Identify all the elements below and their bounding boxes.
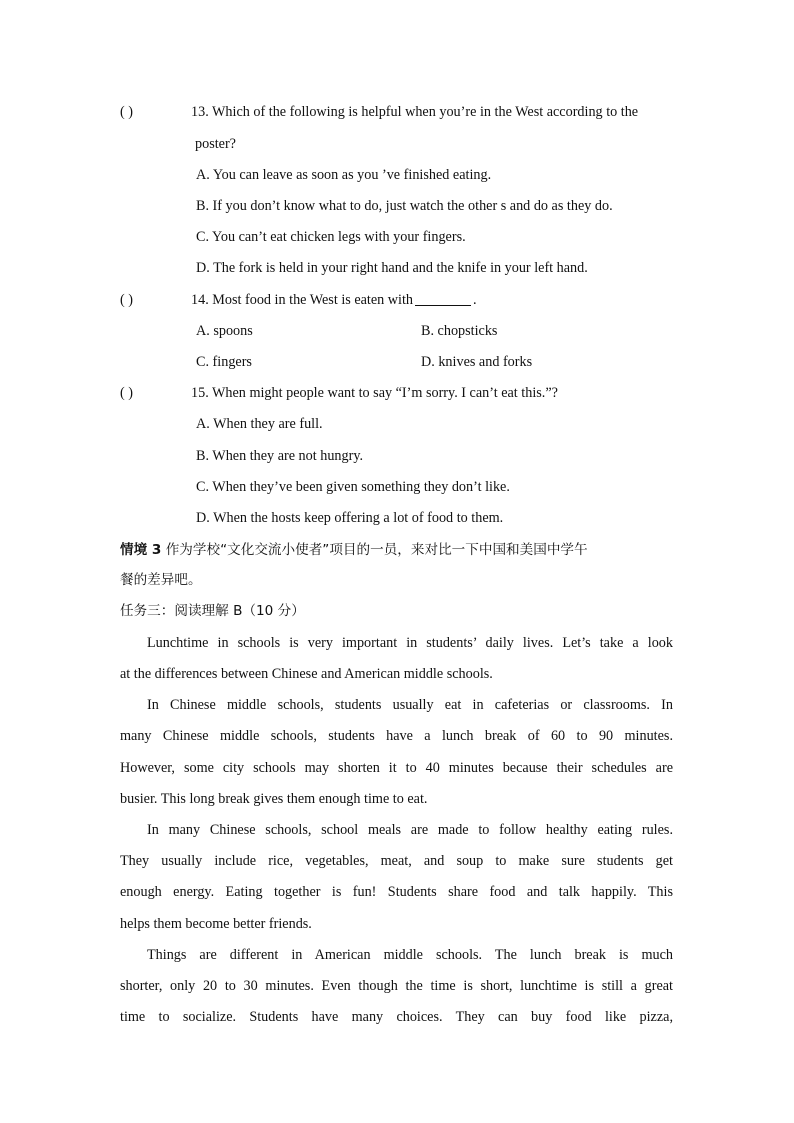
question-14-option-b: B. chopsticks — [421, 323, 498, 339]
passage-line: time to socialize. Students have many choices. They can buy food like pizza, — [120, 1009, 673, 1025]
question-15-option-c: C. When they’ve been given something they don’t like. — [196, 479, 510, 495]
question-14-option-a: A. spoons — [196, 323, 253, 339]
situation-label: 情境 3 — [120, 542, 162, 558]
question-14-stem — [191, 290, 477, 310]
situation-line-2: 餐的差异吧。 — [120, 572, 202, 588]
situation-line-1: 作为学校“文化交流小使者”项目的一员，来对比一下中国和美国中学午 — [161, 542, 588, 558]
passage-line: In Chinese middle schools, students usually eat in cafeterias or classrooms. In — [147, 697, 673, 713]
passage-line: Things are different in American middle schools. The lunch break is much — [147, 947, 673, 963]
question-14-stem-end: . — [473, 292, 477, 308]
answer-blank-14[interactable] — [415, 291, 471, 306]
answer-paren-14[interactable]: ( ) — [120, 292, 133, 308]
task-title: 任务三：阅读理解 B（10 分） — [120, 603, 305, 619]
passage-line: helps them become better friends. — [120, 916, 312, 932]
question-14-option-c: C. fingers — [196, 354, 252, 370]
passage-line: many Chinese middle schools, students have a lunch break of 60 to 90 minutes. — [120, 728, 673, 744]
question-13-stem-cont: poster? — [195, 136, 236, 152]
passage-line: However, some city schools may shorten it to 40 minutes because their schedules are — [120, 760, 673, 776]
passage-line: They usually include rice, vegetables, meat, and soup to make sure students get — [120, 853, 673, 869]
passage-line: shorter, only 20 to 30 minutes. Even though the time is short, lunchtime is still a great — [120, 978, 673, 994]
passage-line: busier. This long break gives them enough time to eat. — [120, 791, 428, 807]
passage-line: Lunchtime in schools is very important in students’ daily lives. Let’s take a look — [147, 635, 673, 651]
answer-paren-13[interactable]: ( ) — [120, 104, 133, 120]
passage-line: enough energy. Eating together is fun! Students share food and talk happily. This — [120, 884, 673, 900]
passage-line: at the differences between Chinese and American middle schools. — [120, 666, 493, 682]
question-15-option-a: A. When they are full. — [196, 416, 323, 432]
question-14-option-d: D. knives and forks — [421, 354, 533, 370]
situation-heading — [120, 540, 588, 560]
question-13-option-c: C. You can’t eat chicken legs with your fingers. — [196, 229, 466, 245]
question-15-stem: 15. When might people want to say “I’m sorry. I can’t eat this.”? — [191, 385, 558, 401]
question-13-option-a: A. You can leave as soon as you ’ve finished eating. — [196, 167, 492, 183]
question-13-option-b: B. If you don’t know what to do, just watch the other s and do as they do. — [196, 198, 613, 214]
question-13-option-d: D. The fork is held in your right hand and the knife in your left hand. — [196, 260, 588, 276]
passage-line: In many Chinese schools, school meals are made to follow healthy eating rules. — [147, 822, 673, 838]
question-14-stem-text: 14. Most food in the West is eaten with — [191, 292, 414, 308]
question-15-option-b: B. When they are not hungry. — [196, 448, 364, 464]
question-15-option-d: D. When the hosts keep offering a lot of food to them. — [196, 510, 504, 526]
question-13-stem: 13. Which of the following is helpful when you’re in the West according to the — [191, 104, 639, 120]
answer-paren-15[interactable]: ( ) — [120, 385, 133, 401]
